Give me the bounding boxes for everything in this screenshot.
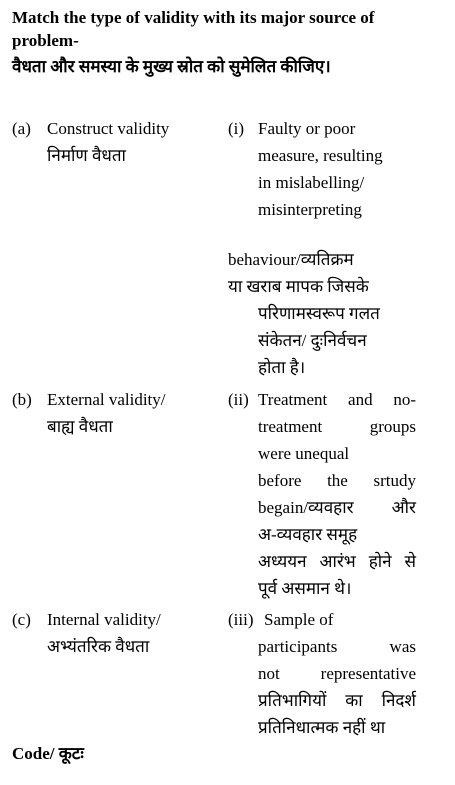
item-a-line-2: निर्माण वैधता bbox=[47, 146, 126, 165]
item-label-c: (c) bbox=[12, 610, 31, 629]
item-iii-line-3: not representative bbox=[258, 664, 416, 683]
item-i-cont-line-3: परिणामस्वरूप गलत bbox=[258, 304, 380, 323]
item-ii-line-3: were unequal bbox=[258, 444, 350, 463]
item-label-a: (a) bbox=[12, 119, 31, 138]
question-title-hindi: वैधता और समस्या के मुख्य स्रोत को सुमेलित कीजिए। bbox=[12, 57, 331, 76]
item-ii-line-8: पूर्व असमान थे। bbox=[258, 579, 352, 598]
item-a-line-1: Construct validity bbox=[47, 119, 170, 138]
item-i-cont-line-4: संकेतन/ दुःनिर्वचन bbox=[258, 331, 367, 350]
item-i-line-4: misinterpreting bbox=[258, 200, 362, 219]
item-i-cont-line-2: या खराब मापक जिसके bbox=[228, 277, 369, 296]
item-iii-line-1: Sample of bbox=[264, 610, 334, 629]
item-i-continuation bbox=[228, 246, 418, 381]
item-ii-line-2: treatment groups bbox=[258, 417, 416, 436]
item-b-line-1: External validity/ bbox=[47, 390, 166, 409]
item-c-line-1: Internal validity/ bbox=[47, 610, 161, 629]
item-i-cont-line-1: behaviour/व्यतिक्रम bbox=[228, 250, 354, 269]
item-iii-line-4: प्रतिभागियों का निदर्श bbox=[258, 691, 416, 710]
item-i-line-2: measure, resulting bbox=[258, 146, 383, 165]
item-ii-line-4: before the srtudy bbox=[258, 471, 416, 490]
code-label: Code/ कूटः bbox=[12, 744, 84, 763]
item-iii-line-5: प्रतिनिधात्मक नहीं था bbox=[258, 718, 386, 737]
item-label-ii: (ii) bbox=[228, 390, 249, 409]
item-iii-line-2: participants was bbox=[258, 637, 416, 656]
item-label-b: (b) bbox=[12, 390, 32, 409]
item-ii-line-7: अध्ययन आरंभ होने से bbox=[258, 552, 416, 571]
question-title: Match the type of validity with its major source of problem- bbox=[12, 8, 375, 50]
item-label-i: (i) bbox=[228, 119, 245, 138]
item-ii-line-1: Treatment and no- bbox=[258, 390, 416, 409]
item-ii-line-5: begain/व्यवहार और bbox=[258, 498, 416, 517]
item-b-line-2: बाह्य वैधता bbox=[47, 417, 113, 436]
item-i-line-1: Faulty or poor bbox=[258, 119, 356, 138]
item-c-line-2: अभ्यंतरिक वैधता bbox=[47, 637, 150, 656]
item-ii-line-6: अ-व्यवहार समूह bbox=[258, 525, 358, 544]
item-label-iii: (iii) bbox=[228, 610, 254, 629]
item-i-cont-line-5: होता है। bbox=[258, 358, 306, 377]
item-i-line-3: in mislabelling/ bbox=[258, 173, 365, 192]
